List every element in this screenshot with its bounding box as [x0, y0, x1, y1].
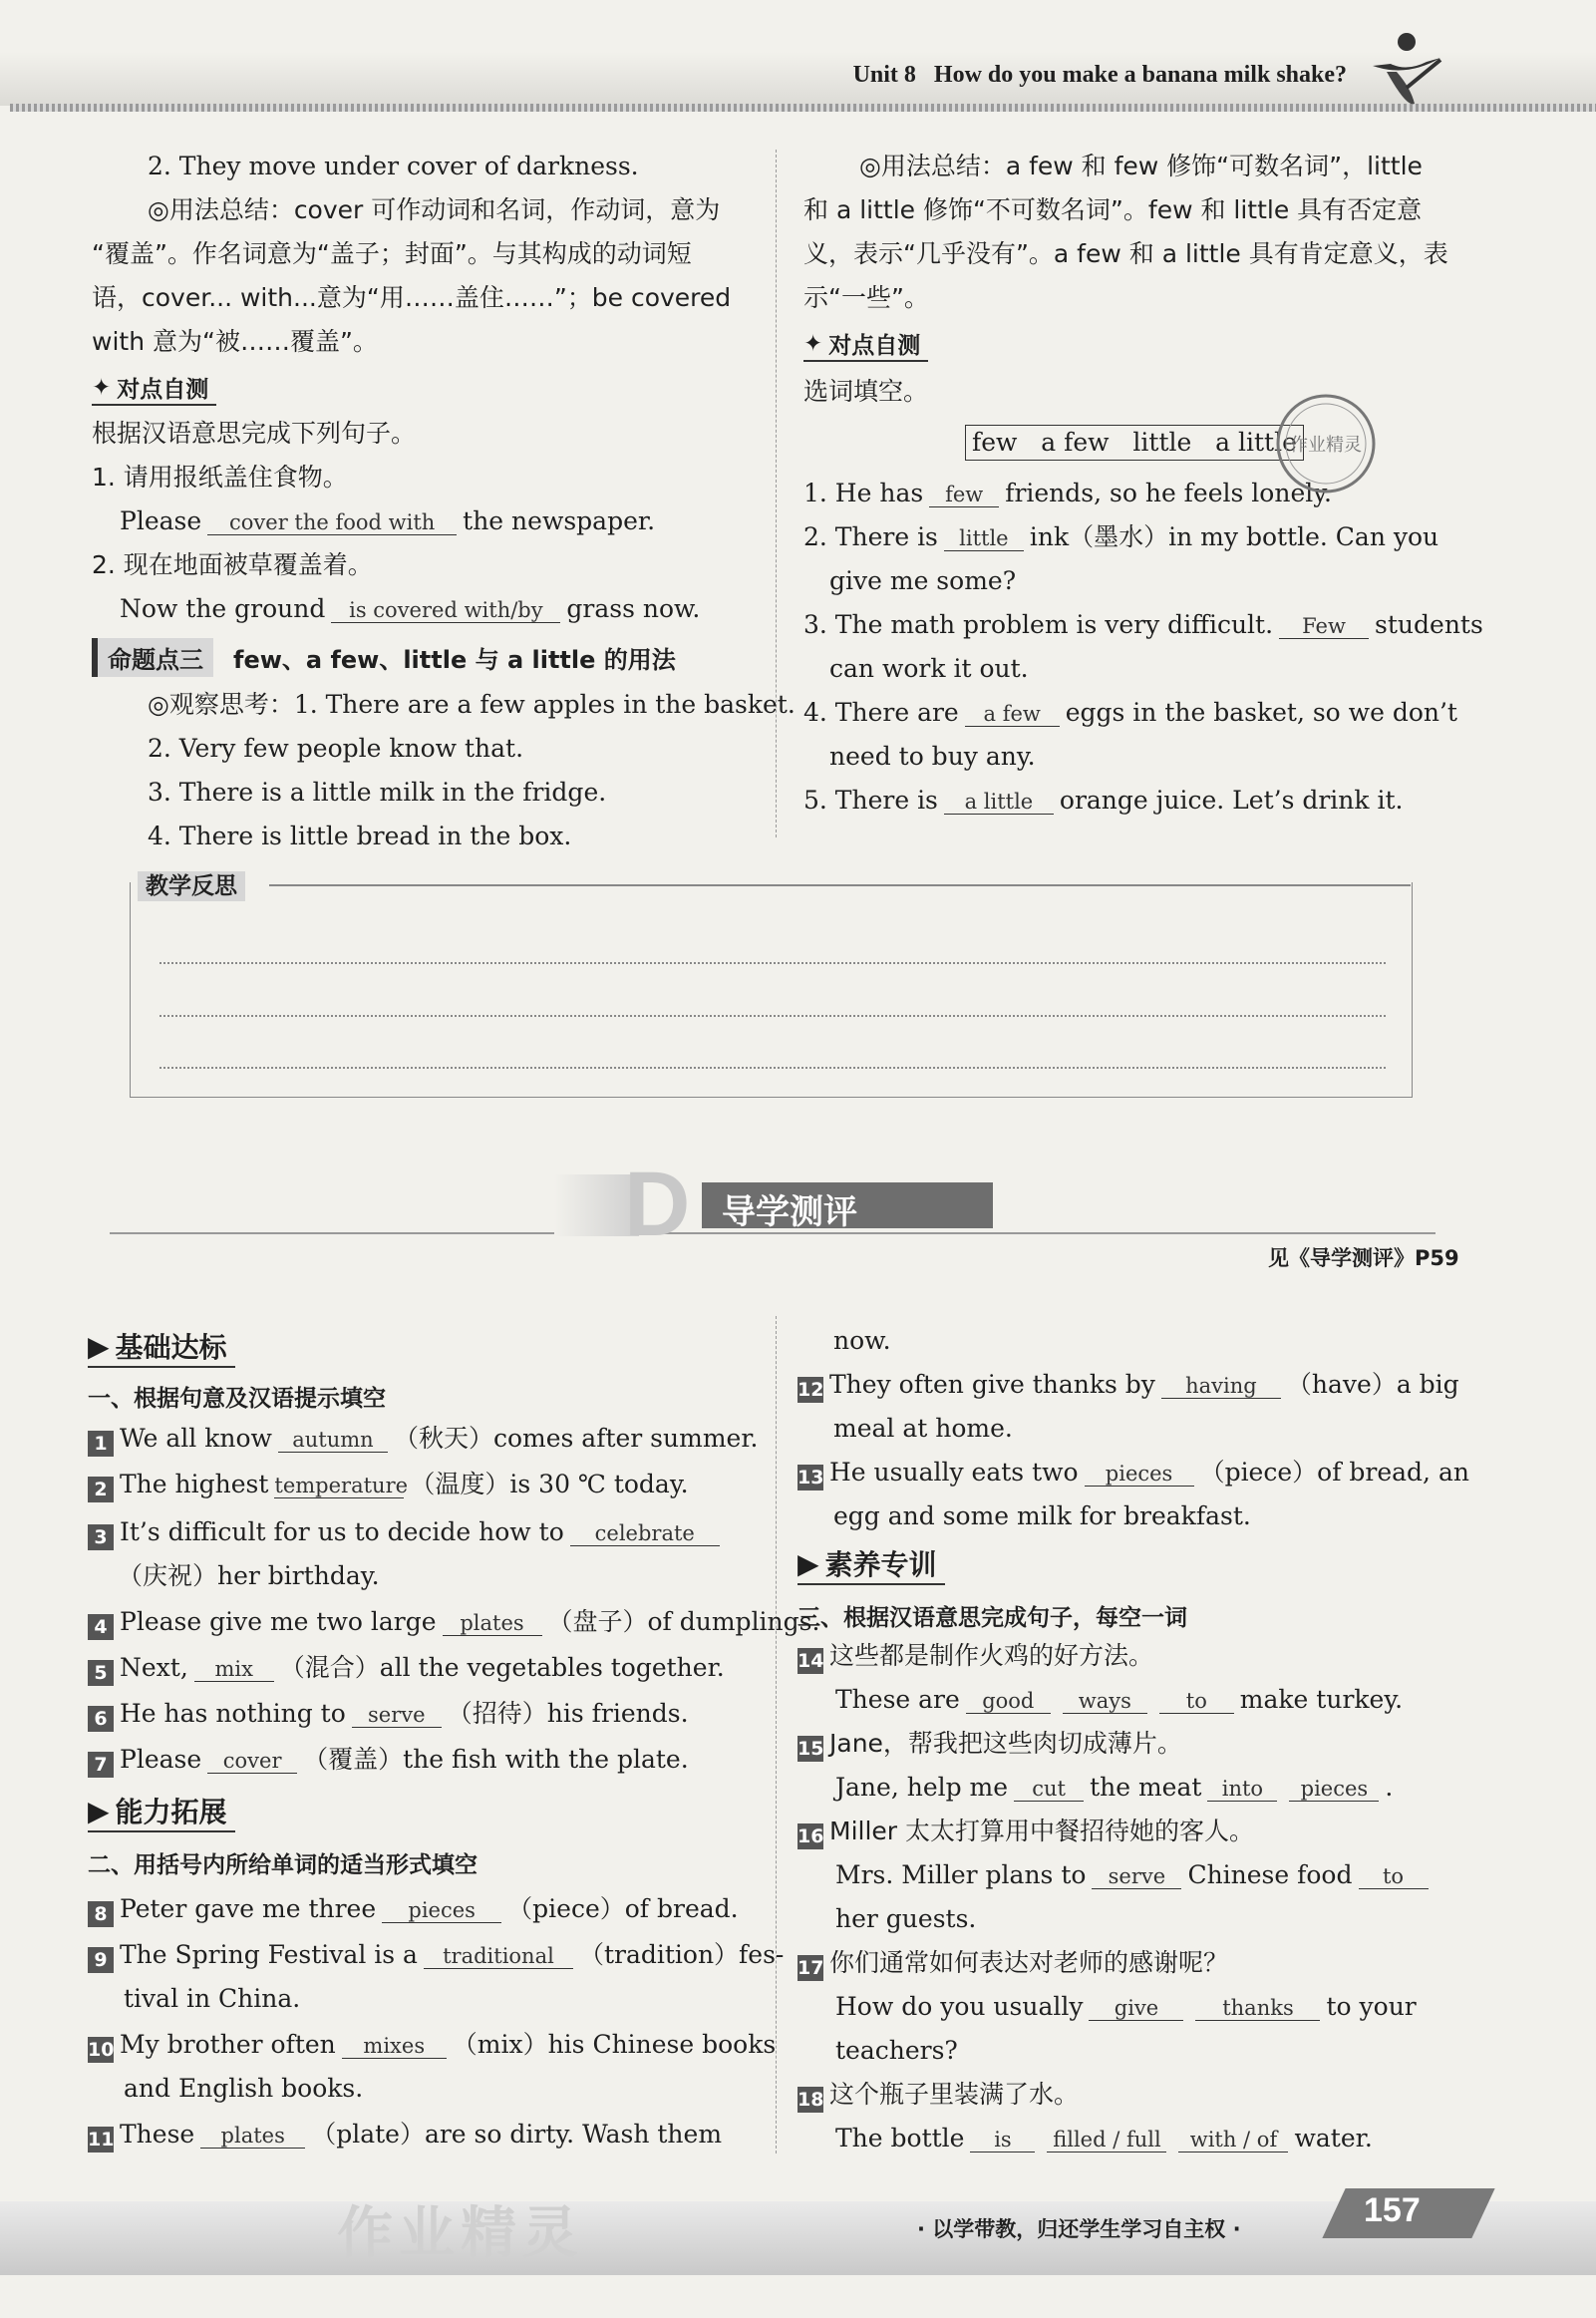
q-text: orange juice. Let’s drink it. — [1059, 786, 1404, 815]
answer-blank[interactable]: give — [1089, 1996, 1183, 2021]
q-text: （mix）his Chinese books — [452, 2030, 777, 2059]
q-text: make turkey. — [1239, 1685, 1404, 1714]
q-cn: Jane，帮我把这些肉切成薄片。 — [829, 1729, 1182, 1758]
item-number: 15 — [798, 1738, 824, 1760]
question-cn: 1. 请用报纸盖住食物。 — [92, 463, 348, 492]
question-row — [798, 1370, 1459, 1403]
question-cont: tival in China. — [124, 1984, 301, 2013]
sparkle-icon: ✦ — [803, 330, 823, 357]
reading-figure-logo-icon — [1367, 28, 1446, 108]
answer-blank[interactable]: Few — [1279, 614, 1369, 639]
q-text: （piece）of bread. — [507, 1894, 739, 1923]
answer-blank[interactable]: traditional — [424, 1944, 573, 1969]
question-row — [835, 1860, 1435, 1890]
q-text: friends, so he feels lonely. — [1005, 479, 1332, 507]
column-divider-bottom — [776, 1316, 777, 2153]
item-number: 3 — [88, 1524, 114, 1550]
q-cn: Miller 太太打算用中餐招待她的客人。 — [829, 1817, 1255, 1845]
q-text: to your — [1326, 1992, 1417, 2021]
usage-line: 语，cover... with...意为“用……盖住……”；be covered — [92, 283, 732, 312]
q-text: They often give thanks by — [829, 1370, 1155, 1399]
q-text: Please — [120, 506, 202, 535]
q-text: Chinese food — [1187, 1860, 1353, 1889]
column-divider-top — [776, 150, 777, 837]
item-number: 7 — [88, 1752, 114, 1778]
reflection-box — [130, 882, 1413, 1098]
self-test-label: 对点自测 — [117, 377, 209, 403]
usage-line: 和 a little 修饰“不可数名词”。few 和 little 具有否定意 — [803, 195, 1423, 224]
question-row — [798, 1458, 1469, 1490]
topic-title: few、a few、little 与 a little 的用法 — [233, 646, 676, 674]
reflection-line[interactable] — [160, 962, 1386, 964]
banner-letter: D — [624, 1154, 691, 1255]
instruction: 根据汉语意思完成下列句子。 — [92, 419, 417, 448]
item-number: 12 — [798, 1379, 824, 1401]
answer-blank[interactable]: celebrate — [570, 1521, 720, 1546]
self-test-label: 对点自测 — [828, 333, 921, 359]
q-text: eggs in the basket, so we don’t — [1065, 698, 1457, 727]
page-number: 157 — [1364, 2191, 1421, 2229]
q-text: （piece）of bread, an — [1199, 1458, 1469, 1487]
question-row — [88, 2030, 776, 2063]
q-text: These — [120, 2120, 195, 2149]
q-text: （秋天）comes after summer. — [393, 1424, 759, 1453]
unit-label: Unit 8 — [852, 62, 916, 88]
example-line: 2. They move under cover of darkness. — [148, 152, 639, 180]
watermark: 作业精灵 — [337, 2201, 584, 2266]
answer-blank[interactable]: to — [1159, 1689, 1234, 1714]
answer-blank[interactable]: plates — [200, 2124, 305, 2149]
arrow-icon: ▶ — [88, 1329, 110, 1363]
question-row — [835, 2124, 1373, 2153]
question-row — [88, 1653, 725, 1686]
item-number: 4 — [88, 1614, 114, 1640]
q-text: . — [1385, 1773, 1394, 1802]
answer-blank[interactable]: serve — [352, 1703, 442, 1728]
answer-blank[interactable]: autumn — [278, 1428, 388, 1453]
question-cont: meal at home. — [833, 1414, 1013, 1443]
answer-blank[interactable]: pieces — [1085, 1462, 1194, 1487]
item-number: 17 — [798, 1957, 824, 1979]
answer-blank[interactable]: with / of — [1178, 2128, 1288, 2152]
item-number: 18 — [798, 2089, 824, 2111]
item-number: 1 — [88, 1431, 114, 1457]
part-heading: 一、根据句意及汉语提示填空 — [88, 1386, 386, 1412]
item-number: 11 — [88, 2129, 115, 2151]
answer-blank[interactable]: plates — [443, 1611, 542, 1636]
question-row — [88, 1607, 819, 1640]
q-text: Now the ground — [120, 594, 326, 623]
q-text: （温度）is 30 ℃ today. — [410, 1470, 689, 1498]
question-row — [88, 1470, 689, 1502]
question-row — [120, 594, 700, 624]
question-row — [798, 1729, 1182, 1762]
word-bank: few a few little a little — [965, 425, 1304, 461]
item-number: 14 — [798, 1650, 824, 1672]
answer-blank[interactable]: cover the food with — [207, 510, 457, 535]
question-row — [88, 2120, 722, 2152]
usage-line: 示“一些”。 — [803, 283, 929, 312]
q-text: 2. There is — [803, 522, 938, 551]
q-text: （招待）his friends. — [447, 1699, 689, 1728]
answer-blank[interactable]: mixes — [342, 2034, 447, 2059]
reflection-label: 教学反思 — [138, 871, 245, 901]
q-text: It’s difficult for us to decide how to — [120, 1517, 564, 1546]
answer-blank[interactable]: into — [1207, 1777, 1277, 1802]
answer-blank[interactable]: temperature — [274, 1474, 409, 1497]
q-cn: 你们通常如何表达对老师的感谢呢？ — [829, 1948, 1229, 1977]
topic-tag: 命题点三 — [92, 638, 213, 677]
banner-title: 导学测评 — [722, 1192, 857, 1232]
answer-blank[interactable]: mix — [194, 1657, 274, 1682]
q-text: ink（墨水）in my bottle. Can you — [1029, 522, 1439, 551]
section-label: 能力拓展 — [115, 1796, 227, 1828]
question-cont: now. — [833, 1326, 891, 1355]
q-text: How do you usually — [835, 1992, 1084, 2021]
self-test-heading — [803, 327, 928, 362]
usage-line: ◎用法总结：cover 可作动词和名词，作动词，意为 — [148, 195, 721, 224]
answer-blank[interactable]: thanks — [1195, 1996, 1320, 2021]
q-text: He has nothing to — [120, 1699, 346, 1728]
answer-blank[interactable]: is covered with/by — [331, 598, 560, 623]
question-row — [798, 2080, 1079, 2113]
question-row — [88, 1940, 784, 1973]
answer-blank[interactable]: cover — [207, 1749, 297, 1774]
q-text: （覆盖）the fish with the plate. — [303, 1745, 689, 1774]
item-number: 13 — [798, 1467, 824, 1489]
d-banner — [554, 1154, 993, 1255]
question-row — [88, 1745, 689, 1778]
answer-blank[interactable]: few — [929, 483, 999, 507]
q-text: （混合）all the vegetables together. — [279, 1653, 725, 1682]
answer-blank[interactable]: serve — [1092, 1864, 1181, 1889]
item-number: 10 — [88, 2039, 115, 2061]
answer-blank[interactable]: ways — [1063, 1689, 1147, 1714]
q-text: Peter gave me three — [120, 1894, 377, 1923]
q-text: My brother often — [120, 2030, 336, 2059]
observe-line: 3. There is a little milk in the fridge. — [148, 778, 607, 807]
question-row — [835, 1992, 1417, 2022]
answer-blank[interactable]: having — [1161, 1374, 1281, 1399]
section-label: 素养专训 — [824, 1548, 937, 1581]
q-text: The bottle — [835, 2124, 965, 2152]
item-number: 16 — [798, 1825, 824, 1847]
q-text: （盘子）of dumplings. — [547, 1607, 820, 1636]
q-text: （tradition）fes- — [578, 1940, 785, 1969]
topic-heading — [92, 638, 676, 677]
header-stripe — [10, 104, 1596, 112]
q-text: 1. He has — [803, 479, 924, 507]
usage-line: “覆盖”。作名词意为“盖子；封面”。与其构成的动词短 — [92, 239, 692, 268]
item-number: 2 — [88, 1477, 114, 1502]
svg-text:作业精灵: 作业精灵 — [1290, 435, 1362, 456]
item-number: 8 — [88, 1901, 114, 1927]
question-row — [798, 1641, 1153, 1674]
answer-blank[interactable]: cut — [1014, 1777, 1084, 1802]
part-heading: 三、根据汉语意思完成句子，每空一词 — [798, 1605, 1187, 1631]
q-text: Next, — [120, 1653, 188, 1682]
answer-blank[interactable]: good — [966, 1689, 1051, 1714]
question-cont: and English books. — [124, 2074, 364, 2103]
q-text: students — [1375, 610, 1483, 639]
observe-line: 4. There is little bread in the box. — [148, 822, 572, 850]
question-cont: give me some? — [829, 566, 1017, 595]
question-row — [798, 1817, 1254, 1849]
unit-title: How do you make a banana milk shake? — [933, 62, 1347, 88]
answer-blank[interactable]: a little — [944, 790, 1054, 815]
arrow-icon: ▶ — [88, 1794, 110, 1827]
question-row — [88, 1517, 726, 1550]
q-cn: 这些都是制作火鸡的好方法。 — [829, 1641, 1154, 1670]
question-row — [803, 522, 1438, 552]
question-cont: can work it out. — [829, 654, 1029, 683]
sparkle-icon: ✦ — [92, 374, 112, 401]
q-text: 5. There is — [803, 786, 938, 815]
question-row — [803, 610, 1483, 640]
section-label: 基础达标 — [115, 1331, 227, 1364]
item-number: 6 — [88, 1706, 114, 1732]
q-text: Jane, help me — [835, 1773, 1009, 1802]
observe-line: 2. Very few people know that. — [148, 734, 524, 763]
footer-slogan: · 以学带教，归还学生学习自主权 · — [917, 2217, 1241, 2241]
usage-line: with 意为“被……覆盖”。 — [92, 327, 378, 356]
usage-line: 义，表示“几乎没有”。a few 和 a little 具有肯定意义，表 — [803, 239, 1448, 268]
answer-blank[interactable]: a few — [965, 702, 1060, 727]
q-text: Mrs. Miller plans to — [835, 1860, 1087, 1889]
question-cont: （庆祝）her birthday. — [118, 1561, 380, 1590]
q-text: The Spring Festival is a — [120, 1940, 418, 1969]
q-text: These are — [835, 1685, 960, 1714]
question-row — [120, 506, 655, 536]
question-row — [88, 1894, 739, 1927]
banner-ref: 见《导学测评》P59 — [1268, 1246, 1459, 1270]
arrow-icon: ▶ — [798, 1546, 819, 1580]
item-number: 5 — [88, 1660, 114, 1686]
question-row — [803, 786, 1403, 816]
q-text: We all know — [120, 1424, 272, 1453]
answer-blank[interactable]: filled / full — [1047, 2128, 1166, 2152]
answer-blank[interactable]: pieces — [1289, 1777, 1379, 1802]
question-row — [88, 1424, 758, 1457]
q-text: 4. There are — [803, 698, 959, 727]
q-text: the meat — [1090, 1773, 1202, 1802]
q-text: He usually eats two — [829, 1458, 1079, 1487]
reflection-line[interactable] — [160, 1067, 1386, 1069]
reflection-line[interactable] — [160, 1015, 1386, 1017]
question-cont: her guests. — [835, 1904, 977, 1933]
question-row — [835, 1773, 1393, 1803]
question-row — [798, 1948, 1228, 1981]
stamp-icon — [1271, 389, 1381, 498]
q-text: Please give me two large — [120, 1607, 437, 1636]
question-row — [835, 1685, 1403, 1715]
question-row — [803, 479, 1332, 508]
q-text: 3. The math problem is very difficult. — [803, 610, 1274, 639]
question-cont: teachers? — [835, 2036, 958, 2065]
header-bar — [0, 52, 1596, 106]
usage-line: ◎用法总结：a few 和 few 修饰“可数名词”，little — [859, 152, 1423, 180]
item-number: 9 — [88, 1947, 114, 1973]
section-heading — [88, 1326, 235, 1368]
part-heading: 二、用括号内所给单词的适当形式填空 — [88, 1852, 478, 1878]
answer-blank[interactable]: to — [1359, 1864, 1429, 1889]
q-text: （have）a big — [1286, 1370, 1459, 1399]
q-text: （plate）are so dirty. Wash them — [311, 2120, 723, 2149]
running-head — [853, 62, 1347, 89]
question-cn: 2. 现在地面被草覆盖着。 — [92, 550, 373, 579]
q-text: Please — [120, 1745, 202, 1774]
instruction: 选词填空。 — [803, 377, 929, 406]
q-text: The highest — [120, 1470, 269, 1498]
q-text: grass now. — [566, 594, 701, 623]
answer-blank[interactable]: is — [970, 2128, 1035, 2152]
question-row — [88, 1699, 689, 1732]
answer-blank[interactable]: pieces — [382, 1898, 501, 1923]
question-row — [803, 698, 1457, 728]
q-cn: 这个瓶子里装满了水。 — [829, 2080, 1080, 2109]
question-cont: need to buy any. — [829, 742, 1036, 771]
answer-blank[interactable]: little — [944, 526, 1024, 551]
section-heading — [88, 1791, 235, 1832]
q-text: water. — [1294, 2124, 1373, 2152]
q-text: the newspaper. — [463, 506, 656, 535]
self-test-heading — [92, 371, 216, 406]
section-heading — [798, 1543, 945, 1585]
question-cont: egg and some milk for breakfast. — [833, 1501, 1251, 1530]
observe-line: ◎观察思考：1. There are a few apples in the basket. — [148, 690, 796, 719]
